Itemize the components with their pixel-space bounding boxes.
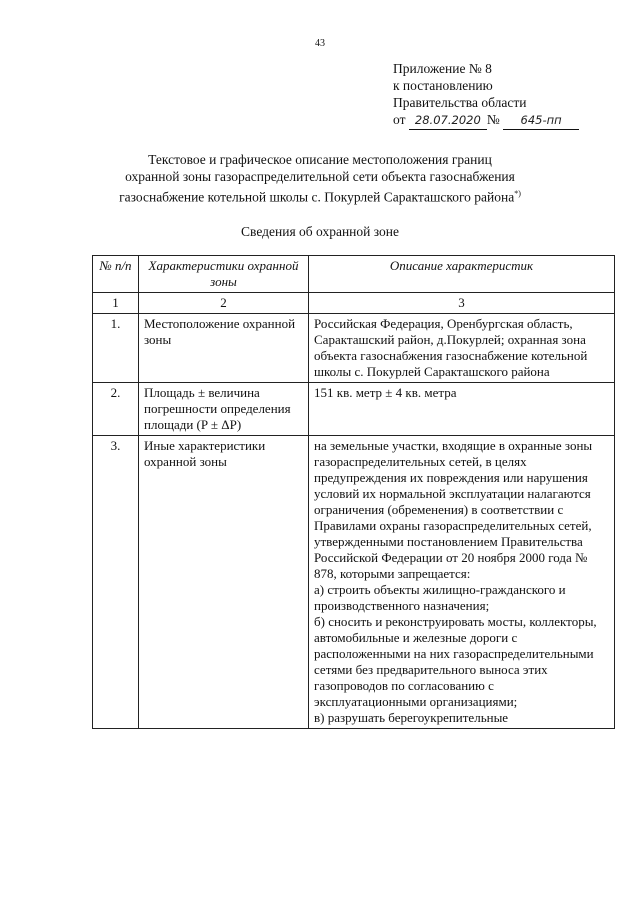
- table-header-row: [93, 256, 615, 293]
- handwritten-date: 28.07.2020: [409, 112, 487, 130]
- title-line-2: охранной зоны газораспределительной сети объекта газоснабжения: [125, 169, 515, 184]
- number-label: №: [486, 112, 500, 127]
- footnote-mark: *): [514, 189, 521, 198]
- header-description: Описание характеристик: [309, 256, 615, 293]
- row-description-text: на земельные участки, входящие в охранные зоны газораспределительных сетей, в целях предупреждения их повреждения или нарушения условий их нормальной эксплуатации налагаются ограничения (обременения) в соответствии с Правилами охраны газораспределительных сетей, утвержденными постановлением Правительства Российской Федерации от 20 ноября 2000 года № 878, которыми запрещается: а) строить объекты жилищно-гражданского и производственного назначения; б) сносить и реконструировать мосты, коллекторы, автомобильные и железные дороги с расположенными на них газораспределительными сетями без предварительного выноса этих газопроводов по согласованию с эксплуатационными организациями; в) разрушать берегоукрепительные: [314, 438, 597, 725]
- document-title: [60, 151, 580, 206]
- appendix-block: [393, 60, 623, 130]
- row-description: Российская Федерация, Оренбургская область, Саракташский район, д.Покурлей; охранная зона объекта газоснабжения газоснабжение котельной школы с. Покурлей Саракташского района: [309, 314, 615, 383]
- title-line-1: Текстовое и графическое описание местоположения границ: [148, 152, 492, 167]
- row-number: 3.: [93, 436, 139, 729]
- header-num: № п/п: [93, 256, 139, 293]
- row-number: 1.: [93, 314, 139, 383]
- row-description: 151 кв. метр ± 4 кв. метра: [309, 383, 615, 436]
- from-label: от: [393, 112, 406, 127]
- appendix-line-3: Правительства области: [393, 95, 527, 110]
- title-line-3: [60, 185, 580, 206]
- table-row: [93, 383, 615, 436]
- table-row: [93, 314, 615, 383]
- row-characteristic: Местоположение охранной зоны: [139, 314, 309, 383]
- page-number: 43: [315, 38, 325, 49]
- appendix-line-2: к постановлению: [393, 78, 493, 93]
- index-cell-1: 1: [93, 293, 139, 314]
- title-line-3-text: газоснабжение котельной школы с. Покурлей Саракташского района: [119, 189, 515, 205]
- row-characteristic: Иные характеристики охранной зоны: [139, 436, 309, 729]
- index-cell-2: 2: [139, 293, 309, 314]
- index-cell-3: 3: [309, 293, 615, 314]
- row-description: [309, 436, 615, 729]
- appendix-title: Приложение № 8: [393, 61, 492, 76]
- handwritten-number: 645-пп: [503, 112, 579, 130]
- row-characteristic: Площадь ± величина погрешности определения площади (P ± ΔP): [139, 383, 309, 436]
- header-characteristic: Характеристики охранной зоны: [139, 256, 309, 293]
- table-index-row: [93, 293, 615, 314]
- zone-table: [92, 255, 615, 729]
- table-row: [93, 436, 615, 729]
- section-title: Сведения об охранной зоне: [241, 224, 399, 239]
- appendix-date-line: [393, 111, 623, 130]
- row-number: 2.: [93, 383, 139, 436]
